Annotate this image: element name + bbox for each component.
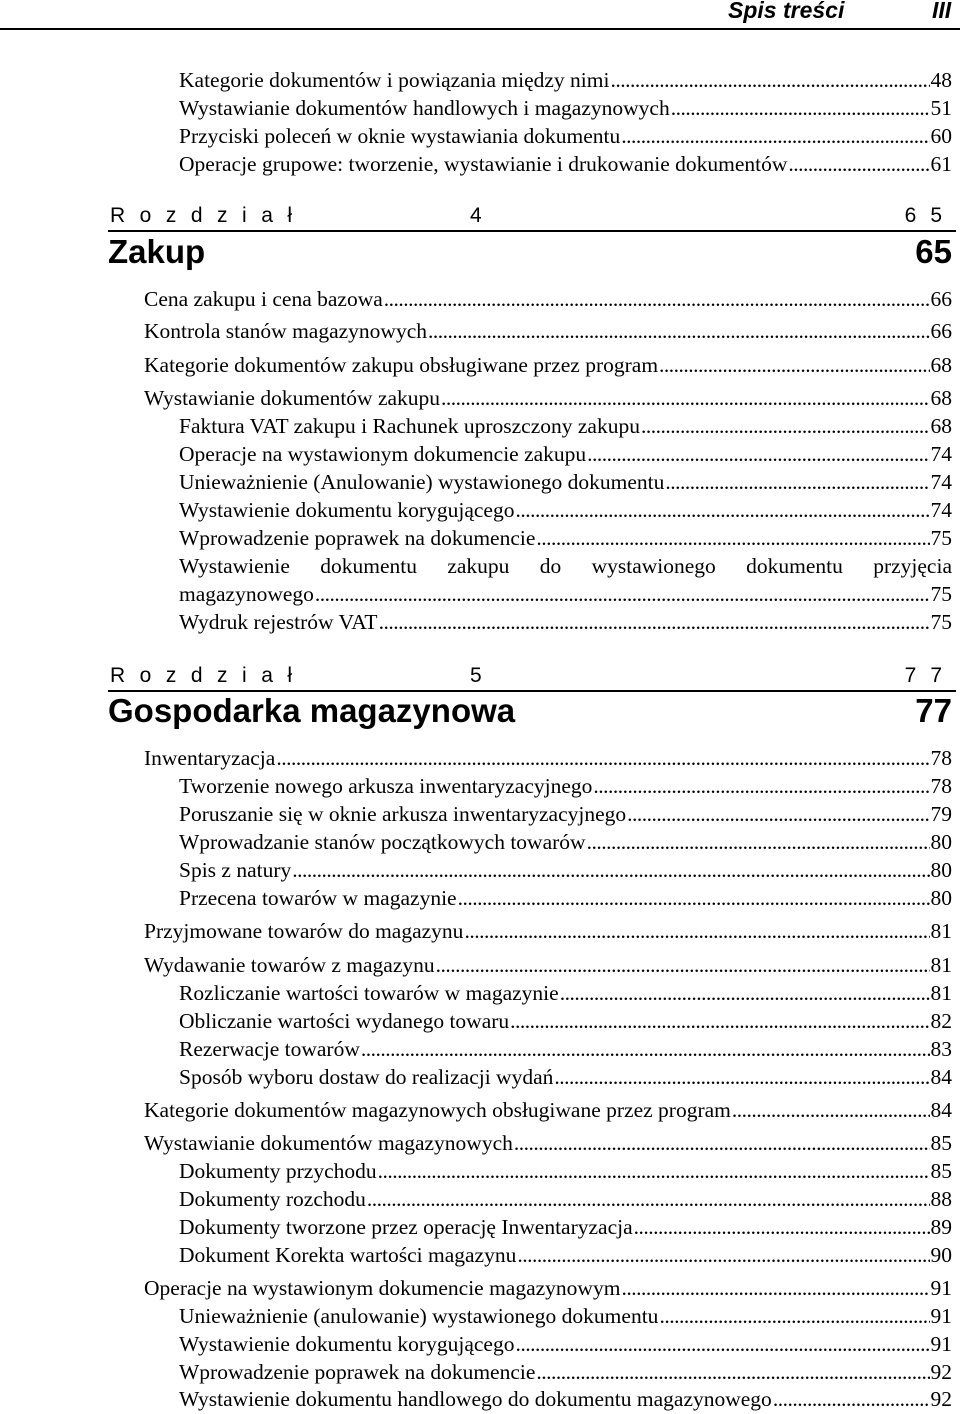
toc-entry-page: 80	[930, 858, 952, 882]
toc-entry-title: Przyjmowane towarów do magazynu	[144, 919, 464, 943]
toc-entry-page: 85	[930, 1159, 952, 1183]
toc-entry[interactable]	[179, 1213, 952, 1241]
toc-entry-title: Unieważnienie (Anulowanie) wystawionego dokumentu	[179, 470, 665, 494]
leader-dots	[441, 384, 929, 412]
chapter-start-page-small: 77	[904, 664, 956, 687]
toc-entry-page: 68	[930, 353, 952, 377]
toc-entry-title: Tworzenie nowego arkusza inwentaryzacyjnego	[179, 774, 593, 798]
toc-entry[interactable]	[144, 1274, 952, 1302]
running-header-page-number: III	[932, 0, 952, 23]
toc-entry[interactable]	[179, 1063, 952, 1091]
toc-entry-page: 68	[930, 414, 952, 438]
leader-dots	[515, 1330, 929, 1358]
toc-entry[interactable]	[179, 66, 952, 94]
toc-entry-title: Wydruk rejestrów VAT	[179, 610, 378, 634]
leader-dots	[510, 1007, 929, 1035]
leader-dots	[517, 1241, 929, 1269]
leader-dots	[458, 884, 930, 912]
toc-entry-page: 48	[930, 68, 952, 92]
toc-entry-title: Wprowadzenie poprawek na dokumencie	[179, 1360, 536, 1384]
toc-entry-page: 91	[930, 1332, 952, 1356]
toc-entry-multiline[interactable]	[179, 552, 952, 608]
toc-entry-page: 80	[930, 886, 952, 910]
toc-entry-title: Kategorie dokumentów magazynowych obsługiwane przez program	[144, 1098, 731, 1122]
running-header-title: Spis treści	[728, 0, 845, 23]
toc-entry-title: Spis z natury	[179, 858, 292, 882]
toc-entry[interactable]	[144, 1129, 952, 1157]
toc-entry[interactable]	[179, 150, 952, 178]
toc-entry[interactable]	[179, 856, 952, 884]
toc-entry-title-line1: Wystawienie dokumentu zakupu do wystawionego dokumentu przyjęcia	[179, 554, 952, 578]
toc-entry-title: Cena zakupu i cena bazowa	[144, 287, 383, 311]
toc-entry[interactable]	[179, 1185, 952, 1213]
toc-entry-page: 92	[930, 1387, 952, 1411]
leader-dots	[428, 317, 929, 345]
toc-entry-page: 78	[930, 774, 952, 798]
leader-dots	[276, 744, 929, 772]
toc-entry-page: 75	[930, 582, 952, 606]
toc-entry-page: 61	[930, 152, 952, 176]
toc-entry-page: 80	[930, 830, 952, 854]
toc-entry[interactable]	[179, 412, 952, 440]
leader-dots	[587, 440, 929, 468]
leader-dots	[560, 979, 930, 1007]
leader-dots	[634, 1213, 930, 1241]
toc-entry[interactable]	[179, 1302, 952, 1330]
toc-entry-page: 66	[930, 319, 952, 343]
toc-entry[interactable]	[144, 384, 952, 412]
toc-entry-title: Obliczanie wartości wydanego towaru	[179, 1009, 510, 1033]
leader-dots	[536, 1358, 929, 1386]
toc-entry-title: Przecena towarów w magazynie	[179, 886, 457, 910]
toc-entry-title: Przyciski poleceń w oknie wystawiania dokumentu	[179, 124, 621, 148]
toc-entry-title: Kontrola stanów magazynowych	[144, 319, 428, 343]
toc-entry[interactable]	[179, 1157, 952, 1185]
toc-entry-page: 79	[930, 802, 952, 826]
toc-entry-page: 51	[930, 96, 952, 120]
toc-entry[interactable]	[144, 917, 952, 945]
leader-dots	[515, 496, 929, 524]
toc-entry-title: Inwentaryzacja	[144, 746, 276, 770]
toc-entry[interactable]	[179, 496, 952, 524]
leader-dots	[464, 917, 929, 945]
toc-entry[interactable]	[179, 468, 952, 496]
toc-entry[interactable]	[179, 772, 952, 800]
toc-entry-page: 82	[930, 1009, 952, 1033]
leader-dots	[292, 856, 929, 884]
leader-dots	[610, 66, 929, 94]
toc-entry-title: Operacje grupowe: tworzenie, wystawianie i drukowanie dokumentów	[179, 152, 788, 176]
toc-entry-page: 88	[930, 1187, 952, 1211]
toc-entry-page: 90	[930, 1243, 952, 1267]
toc-entry[interactable]	[179, 828, 952, 856]
toc-entry-page: 91	[930, 1276, 952, 1300]
toc-entry-page: 83	[930, 1037, 952, 1061]
chapter-4-page: 65	[915, 233, 952, 270]
leader-dots	[665, 468, 929, 496]
toc-entry-title: Wystawienie dokumentu korygującego	[179, 1332, 515, 1356]
leader-dots	[627, 800, 929, 828]
toc-entry-title: Wprowadzenie poprawek na dokumencie	[179, 526, 536, 550]
toc-entry-title: Unieważnienie (anulowanie) wystawionego dokumentu	[179, 1304, 659, 1328]
toc-entry[interactable]	[179, 979, 952, 1007]
toc-entry-page: 75	[930, 526, 952, 550]
toc-entry-page: 60	[930, 124, 952, 148]
leader-dots	[436, 951, 930, 979]
leader-dots	[379, 608, 930, 636]
chapter-4-title[interactable]: Zakup	[108, 233, 206, 270]
toc-entry-page: 68	[930, 386, 952, 410]
toc-entry-page: 78	[930, 746, 952, 770]
toc-entry-page: 89	[930, 1215, 952, 1239]
leader-dots	[621, 1274, 929, 1302]
leader-dots	[732, 1096, 930, 1124]
toc-entry-title: Kategorie dokumentów zakupu obsługiwane przez program	[144, 353, 659, 377]
toc-entry-title: Wystawienie dokumentu handlowego do dokumentu magazynowego	[179, 1387, 772, 1411]
toc-entry-title: Wystawianie dokumentów zakupu	[144, 386, 441, 410]
toc-entry-page: 81	[930, 953, 952, 977]
leader-dots	[536, 524, 929, 552]
toc-entry-page: 74	[930, 498, 952, 522]
toc-entry-title: Wystawianie dokumentów magazynowych	[144, 1131, 513, 1155]
toc-entry[interactable]	[179, 800, 952, 828]
toc-entry[interactable]	[179, 1035, 952, 1063]
toc-entry[interactable]	[144, 351, 952, 379]
toc-entry-title: Poruszanie się w oknie arkusza inwentaryzacyjnego	[179, 802, 627, 826]
chapter-start-page-small: 65	[904, 204, 956, 227]
toc-entry-title: Faktura VAT zakupu i Rachunek uproszczony zakupu	[179, 414, 640, 438]
toc-entry[interactable]	[144, 1096, 952, 1124]
toc-entry-page: 91	[930, 1304, 952, 1328]
toc-entry[interactable]	[144, 951, 952, 979]
toc-entry[interactable]	[179, 1007, 952, 1035]
toc-entry[interactable]	[179, 884, 952, 912]
leader-dots	[384, 285, 930, 313]
toc-entry[interactable]	[144, 317, 952, 345]
chapter-number: 5	[470, 664, 482, 687]
leader-dots	[659, 351, 929, 379]
leader-dots	[367, 1185, 930, 1213]
toc-entry[interactable]	[179, 440, 952, 468]
toc-entry[interactable]	[144, 744, 952, 772]
leader-dots	[587, 828, 930, 856]
toc-entry-page: 75	[930, 610, 952, 634]
toc-entry-title: Operacje na wystawionym dokumencie magazynowym	[144, 1276, 621, 1300]
chapter-number: 4	[470, 204, 482, 227]
toc-entry-title: Wystawianie dokumentów handlowych i magazynowych	[179, 96, 670, 120]
toc-entry-page: 81	[930, 981, 952, 1005]
toc-entry[interactable]	[179, 608, 952, 636]
toc-entry[interactable]	[179, 524, 952, 552]
toc-entry-page: 85	[930, 1131, 952, 1155]
chapter-label: Rozdział	[110, 664, 307, 687]
leader-dots	[641, 412, 930, 440]
toc-entry-title: Dokument Korekta wartości magazynu	[179, 1243, 517, 1267]
chapter-label: Rozdział	[110, 204, 307, 227]
leader-dots	[621, 122, 929, 150]
toc-entry-page: 74	[930, 470, 952, 494]
leader-dots	[659, 1302, 929, 1330]
toc-entry-title: Dokumenty przychodu	[179, 1159, 377, 1183]
leader-dots	[671, 94, 930, 122]
toc-entry-title: Wydawanie towarów z magazynu	[144, 953, 435, 977]
leader-dots	[514, 1129, 930, 1157]
toc-entry-page: 84	[930, 1065, 952, 1089]
toc-entry-title: Wystawienie dokumentu korygującego	[179, 498, 515, 522]
leader-dots	[378, 1157, 930, 1185]
toc-entry-page: 66	[930, 287, 952, 311]
chapter-5-page: 77	[915, 692, 952, 729]
toc-entry-title: Dokumenty rozchodu	[179, 1187, 366, 1211]
toc-entry[interactable]	[144, 285, 952, 313]
toc-entry[interactable]	[179, 1241, 952, 1269]
chapter-5-heading-bar	[108, 662, 956, 692]
toc-entry-page: 81	[930, 919, 952, 943]
toc-entry-title: Kategorie dokumentów i powiązania między nimi	[179, 68, 610, 92]
chapter-5-title[interactable]: Gospodarka magazynowa	[108, 692, 516, 729]
toc-entry-title-line2: magazynowego	[179, 582, 314, 606]
leader-dots	[361, 1035, 930, 1063]
toc-entry-line2	[179, 580, 952, 608]
toc-entry[interactable]	[179, 1330, 952, 1358]
toc-entry-title: Operacje na wystawionym dokumencie zakupu	[179, 442, 587, 466]
toc-entry[interactable]	[179, 1358, 952, 1386]
leader-dots	[315, 580, 930, 608]
toc-entry-page: 84	[930, 1098, 952, 1122]
leader-dots	[773, 1385, 930, 1413]
toc-entry-title: Dokumenty tworzone przez operację Inwentaryzacja	[179, 1215, 633, 1239]
toc-entry-title: Rozliczanie wartości towarów w magazynie	[179, 981, 559, 1005]
toc-entry-title: Rezerwacje towarów	[179, 1037, 360, 1061]
chapter-4-heading-bar	[108, 202, 956, 232]
toc-entry[interactable]	[179, 122, 952, 150]
toc-entry-page: 92	[930, 1360, 952, 1384]
toc-entry-title: Wprowadzanie stanów początkowych towarów	[179, 830, 586, 854]
toc-entry-title: Sposób wyboru dostaw do realizacji wydań	[179, 1065, 554, 1089]
leader-dots	[788, 150, 929, 178]
toc-entry-page: 74	[930, 442, 952, 466]
running-header	[0, 0, 960, 30]
toc-entry[interactable]	[179, 94, 952, 122]
leader-dots	[554, 1063, 929, 1091]
toc-entry[interactable]	[179, 1385, 952, 1413]
leader-dots	[593, 772, 929, 800]
